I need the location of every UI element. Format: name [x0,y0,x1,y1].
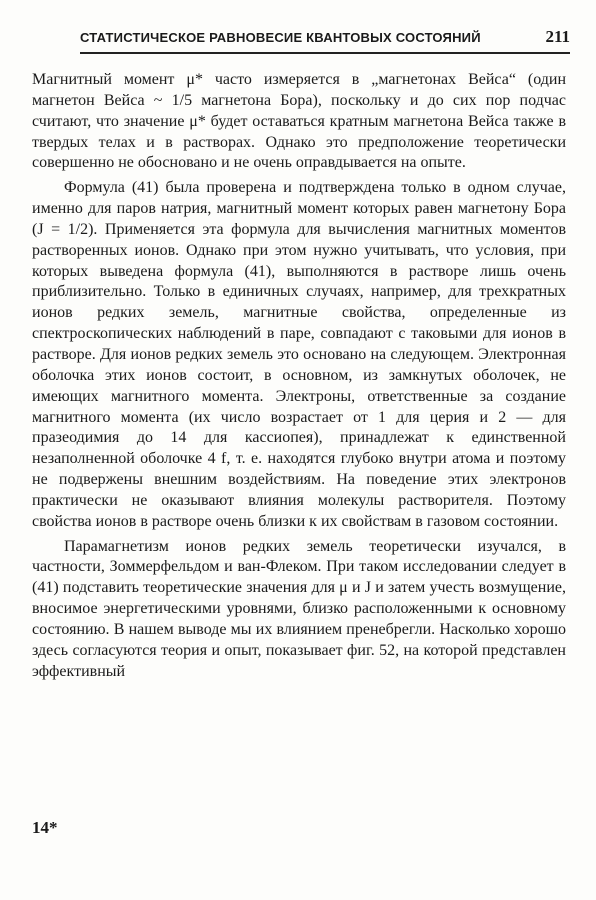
paragraph-2: Формула (41) была проверена и подтверждена только в одном случае, именно для паров натрия, магнитный момент которых равен магнетону Бора (J = 1/2). Применяется эта формула для вычисления магнитных моментов растворенных ионов. Однако при этом нужно учитывать, что условия, при которых выведена формула (41), выполняются в растворе лишь очень приблизительно. Только в единичных случаях, например, для трехкратных ионов редких земель, магнитные свойства, определенные из спектроскопических наблюдений в паре, совпадают с таковыми для ионов в растворе. Для ионов редких земель это основано на следующем. Электронная оболочка этих ионов состоит, в основном, из замкнутых оболочек, не имеющих магнитного момента. Электроны, ответственные за создание магнитного момента (их число возрастает от 1 для церия и 2 — для празеодимия до 14 для кассиопея), принадлежат к единственной незаполненной оболочке 4 f, т. е. находятся глубоко внутри атома и поэтому не подвержены внешним воздействиям. На поведение этих электронов практически не оказывают влияния молекулы растворителя. Поэтому свойства ионов в растворе очень близки к их свойствам в газовом состоянии. [32,179,566,530]
paragraph-3: Парамагнетизм ионов редких земель теоретически изучался, в частности, Зоммерфельдом и ван-Флеком. При таком исследовании следует в (41) подставить теоретические значения для μ и J и затем учесть возмущение, вносимое энергетическими уровнями, близко расположенными к основному состоянию. В нашем выводе мы их влиянием пренебрегли. Насколько хорошо здесь согласуются теория и опыт, показывает фиг. 52, на которой представлен эффективный [32,537,566,680]
running-title: СТАТИСТИЧЕСКОЕ РАВНОВЕСИЕ КВАНТОВЫХ СОСТОЯНИЙ [80,30,481,45]
paragraph-1: Магнитный момент μ* часто измеряется в „магнетонах Вейса“ (один магнетон Вейса ~ 1/5 магнетона Бора), поскольку и до сих пор подчас считают, что значение μ* будет оставаться кратным магнетона Вейса также в твердых телах и в растворах. Однако это предположение теоретически совершенно не обосновано и не очень оправдывается на опыте. [32,71,566,172]
page-header [80,27,570,54]
body-text [32,70,566,686]
signature-mark: 14* [32,818,58,837]
page-number: 211 [545,27,570,46]
